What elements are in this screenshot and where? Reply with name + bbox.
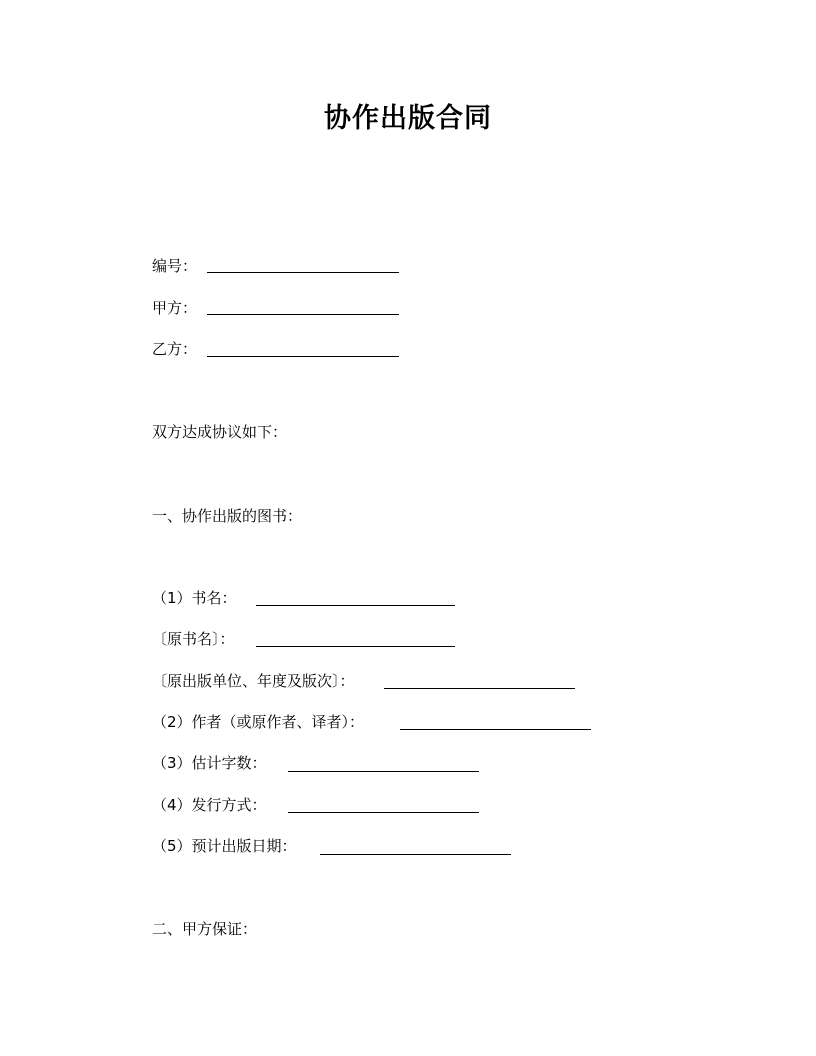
number-label: 编号：	[152, 257, 198, 275]
section2-heading: 二、甲方保证：	[152, 920, 258, 938]
distribution-label: （4）发行方式：	[152, 796, 267, 814]
word-count-blank[interactable]	[288, 771, 479, 772]
publish-date-blank[interactable]	[320, 854, 511, 855]
section1-heading: 一、协作出版的图书：	[152, 507, 303, 525]
original-name-blank[interactable]	[256, 646, 455, 647]
original-publisher-label: 〔原出版单位、年度及版次〕：	[152, 672, 355, 690]
number-blank[interactable]	[207, 272, 399, 273]
publish-date-label: （5）预计出版日期：	[152, 837, 297, 855]
party-b-blank[interactable]	[207, 356, 399, 357]
party-b-label: 乙方：	[152, 340, 198, 358]
book-name-blank[interactable]	[256, 605, 455, 606]
original-publisher-blank[interactable]	[384, 688, 575, 689]
author-blank[interactable]	[400, 729, 591, 730]
party-a-label: 甲方：	[152, 299, 198, 317]
intro-text: 双方达成协议如下：	[152, 423, 288, 441]
word-count-label: （3）估计字数：	[152, 754, 267, 772]
original-name-label: 〔原书名〕：	[152, 630, 235, 648]
party-a-blank[interactable]	[207, 314, 399, 315]
author-label: （2）作者（或原作者、译者）：	[152, 713, 365, 731]
book-name-label: （1）书名：	[152, 589, 237, 607]
document-title: 协作出版合同	[324, 103, 492, 134]
distribution-blank[interactable]	[288, 812, 479, 813]
